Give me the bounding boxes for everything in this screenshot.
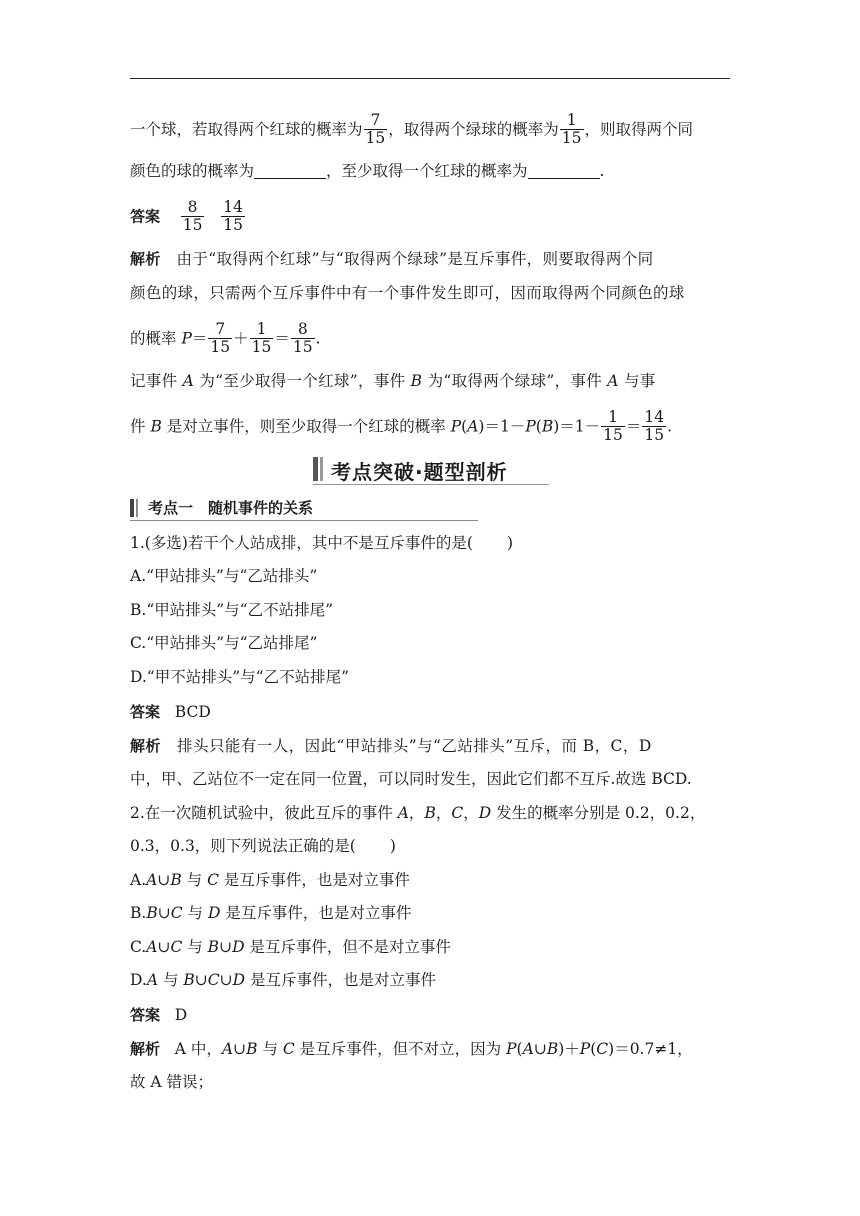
banner-bar-icon <box>313 457 318 481</box>
q1-option-c: C.“甲站排头”与“乙站排尾” <box>130 634 318 652</box>
topic-title: 考点一 随机事件的关系 <box>148 499 314 517</box>
q1-option-d: D.“甲不站排头”与“乙不站排尾” <box>130 668 349 686</box>
fraction-1-15: $\frac{1}{15}$ <box>561 111 582 147</box>
q2-stem-line-2: 0.3，0.3，则下列说法正确的是( ) <box>130 837 396 855</box>
q1-answer: 答案 BCD <box>130 703 211 721</box>
q1-analysis-line-1: 解析 排头只能有一人，因此“甲站排头”与“乙站排头”互斥，而 B，C，D <box>130 737 652 755</box>
topic-heading <box>130 497 478 521</box>
prev-analysis-line-3: 的概率 P＝ $\frac{7}{15}$ ＋ $\frac{1}{15}$ ＝ $\frac{8}{15}$ . <box>130 320 321 356</box>
q2-option-d: D.A 与 B∪C∪D 是互斥事件，也是对立事件 <box>130 971 437 989</box>
fraction-7-15: $\frac{7}{15}$ <box>365 111 386 147</box>
q1-option-b: B.“甲站排头”与“乙不站排尾” <box>130 601 334 619</box>
q1-option-a: A.“甲站排头”与“乙站排头” <box>130 567 318 585</box>
q2-option-b: B.B∪C 与 D 是互斥事件，也是对立事件 <box>130 904 412 922</box>
prev-problem-line-2: 颜色的球的概率为 ，至少取得一个红球的概率为 . <box>130 162 605 180</box>
q2-analysis-line-1: 解析 A 中，A∪B 与 C 是互斥事件，但不对立，因为 P(A∪B)＋P(C)＝0.7≠1， <box>130 1040 693 1058</box>
q1-analysis-line-2: 中，甲、乙站位不一定在同一位置，可以同时发生，因此它们都不互斥.故选 BCD. <box>130 770 692 788</box>
answer-blank-1 <box>254 162 326 179</box>
analysis-label: 解析 <box>130 250 161 268</box>
q1-stem: 1.(多选)若干个人站成排，其中不是互斥事件的是( ) <box>130 534 513 552</box>
prev-analysis-line-5: 件 B 是对立事件，则至少取得一个红球的概率 P(A)＝1－P(B)＝1－ $\frac{1}{15}$ ＝ $\frac{14}{15}$ . <box>130 408 673 444</box>
prev-analysis-line-1: 解析 由于“取得两个红球”与“取得两个绿球”是互斥事件，则要取得两个同 <box>130 250 654 268</box>
prev-analysis-line-4: 记事件 A 为“至少取得一个红球”，事件 B 为“取得两个绿球”，事件 A 与事 <box>130 372 656 390</box>
heading-bar-icon <box>130 499 134 517</box>
q2-option-a: A.A∪B 与 C 是互斥事件，也是对立事件 <box>130 871 410 889</box>
q2-analysis-line-2: 故 A 错误； <box>130 1073 214 1091</box>
q2-stem-line-1: 2.在一次随机试验中，彼此互斥的事件 A，B，C，D 发生的概率分别是 0.2，0.2， <box>130 804 706 822</box>
prev-analysis-line-2: 颜色的球，只需两个互斥事件中有一个事件发生即可，因而取得两个同颜色的球 <box>130 284 685 302</box>
section-banner <box>305 455 549 485</box>
header-rule <box>130 78 730 79</box>
q2-answer: 答案 D <box>130 1006 188 1024</box>
q2-option-c: C.A∪C 与 B∪D 是互斥事件，但不是对立事件 <box>130 938 451 956</box>
section-title: 考点突破·题型剖析 <box>331 460 508 484</box>
answer-label: 答案 <box>130 207 161 226</box>
prev-answer: 答案 $\frac{8}{15}$ $\frac{14}{15}$ <box>130 198 243 234</box>
prev-problem-line-1: 一个球，若取得两个红球的概率为 $\frac{7}{15}$ ，取得两个绿球的概率为 $\frac{1}{15}$ ，则取得两个同 <box>130 111 694 147</box>
answer-blank-2 <box>528 162 600 179</box>
